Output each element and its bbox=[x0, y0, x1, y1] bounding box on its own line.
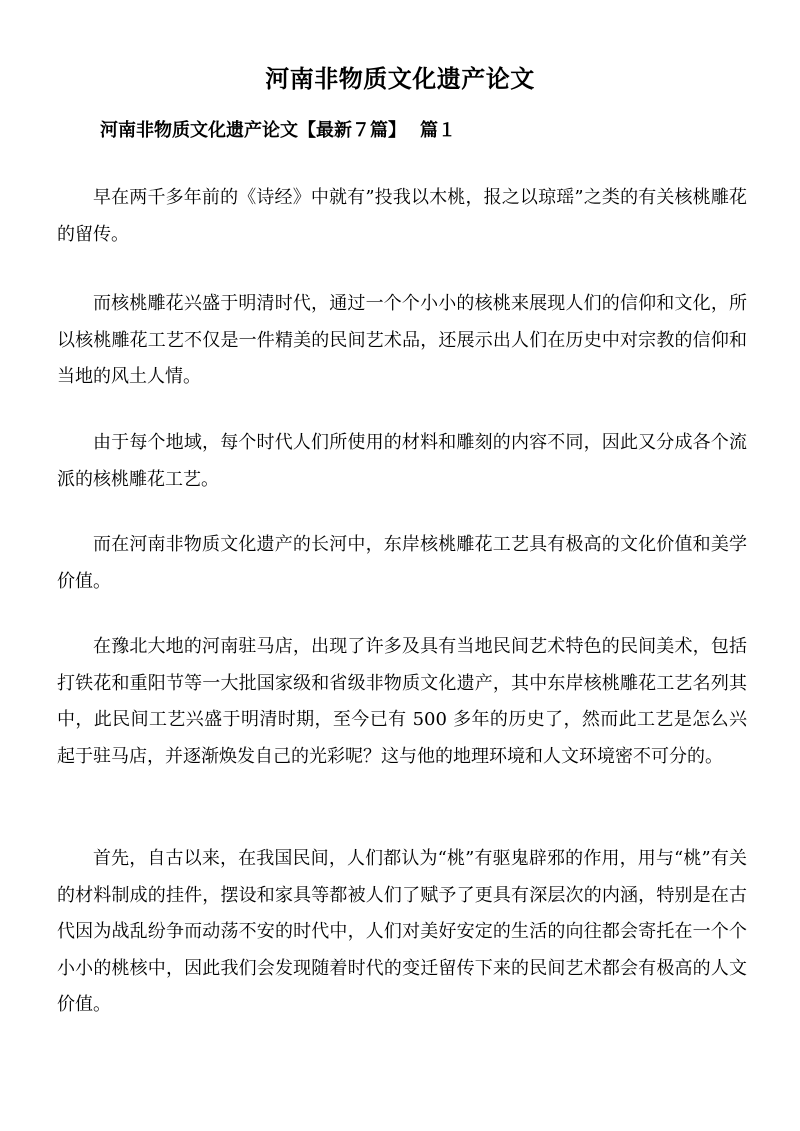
paragraph-4: 而在河南非物质文化遗产的长河中，东岸核桃雕花工艺具有极高的文化价值和美学价值。 bbox=[57, 534, 747, 592]
page-title: 河南非物质文化遗产论文 bbox=[265, 64, 535, 93]
paragraph-2: 而核桃雕花兴盛于明清时代，通过一个个小小的核桃来展现人们的信仰和文化，所以核桃雕花工艺不仅是一件精美的民间艺术品，还展示出人们在历史中对宗教的信仰和当地的风土人情。 bbox=[57, 293, 747, 387]
paragraph-1: 早在两千多年前的《诗经》中就有”投我以木桃，报之以琼瑶”之类的有关核桃雕花的留传。 bbox=[57, 187, 747, 245]
paragraph-3: 由于每个地域，每个时代人们所使用的材料和雕刻的内容不同，因此又分成各个流派的核桃雕花工艺。 bbox=[57, 432, 747, 490]
paragraph-5: 在豫北大地的河南驻马店，出现了许多及具有当地民间艺术特色的民间美术，包括打铁花和重阳节等一大批国家级和省级非物质文化遗产，其中东岸核桃雕花工艺名列其中，此民间工艺兴盛于明清时期，至今已有 500 多年的历史了，然而此工艺是怎么兴起于驻马店，并逐渐焕发自己的光彩呢？这与他的地理环境和人文环境密不可分的。 bbox=[57, 636, 747, 767]
section-heading bbox=[100, 117, 740, 145]
section-heading-label: 篇１ bbox=[420, 120, 456, 141]
section-heading-main: 河南非物质文化遗产论文【最新７篇】 bbox=[100, 120, 406, 141]
paragraph-6: 首先，自古以来，在我国民间，人们都认为“桃”有驱鬼辟邪的作用，用与“桃”有关的材料制成的挂件，摆设和家具等都被人们了赋予了更具有深层次的内涵，特别是在古代因为战乱纷争而动荡不安的时代中，人们对美好安定的生活的向往都会寄托在一个个小小的桃核中，因此我们会发现随着时代的变迁留传下来的民间艺术都会有极高的人文价值。 bbox=[57, 848, 747, 1015]
